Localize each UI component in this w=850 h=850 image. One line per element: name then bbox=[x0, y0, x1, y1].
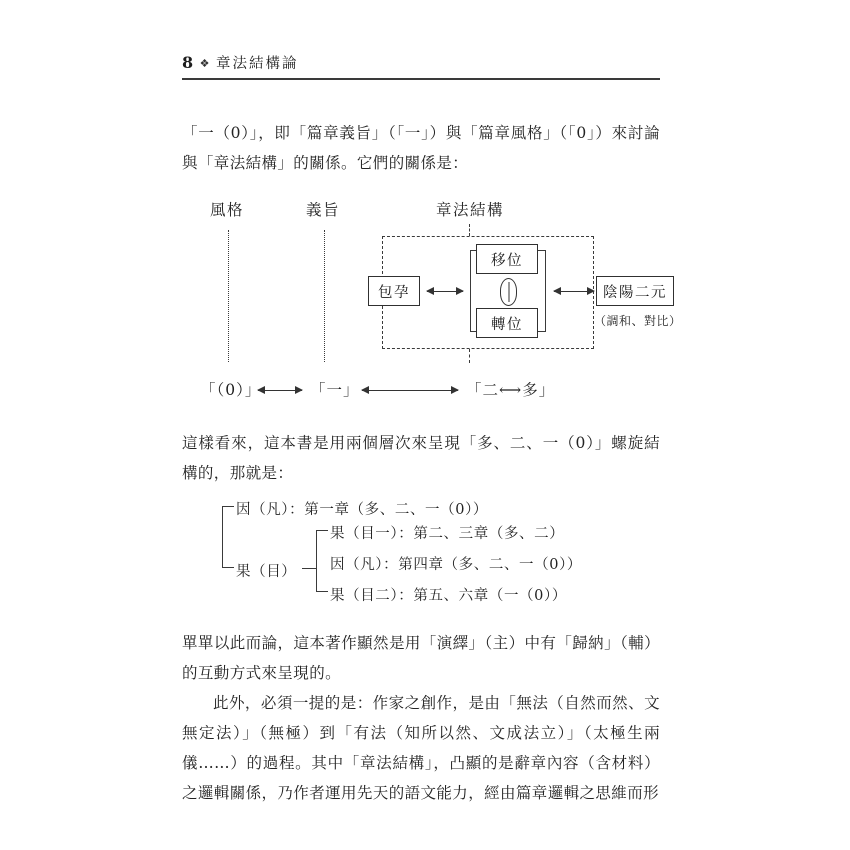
vertical-relation-lens-icon bbox=[500, 278, 517, 306]
paragraph-3: 單單以此而論，這本著作顯然是用「演繹」（主）中有「歸納」（輔）的互動方式來呈現的。 bbox=[182, 634, 660, 682]
running-head-line bbox=[182, 52, 660, 73]
tree-line-effect-1: 果（目一）：第二、三章（多、二） bbox=[330, 526, 565, 542]
arrow-head-right-west bbox=[553, 287, 561, 295]
tree-bracket-outer bbox=[222, 506, 234, 568]
book-title: 章法結構論 bbox=[216, 56, 299, 72]
dotted-connector-style bbox=[228, 230, 229, 362]
lens-shaft-icon bbox=[508, 282, 509, 302]
relation-arrow-1-head-west bbox=[257, 386, 265, 394]
dashed-stem-bottom bbox=[469, 349, 470, 363]
dotted-connector-theme bbox=[324, 230, 325, 362]
diagram-label-style: 風格 bbox=[210, 201, 245, 219]
diagram-label-theme: 義旨 bbox=[306, 201, 341, 219]
relation-arrow-2-line bbox=[362, 390, 458, 391]
structure-tree bbox=[182, 498, 660, 604]
node-yinyang-caption: （調和、對比） bbox=[594, 314, 682, 328]
tree-line-cause-2: 因（凡）：第四章（多、二、一（0）） bbox=[330, 557, 583, 573]
relation-arrow-2-head-east bbox=[451, 386, 459, 394]
relation-token-one: 「一」 bbox=[310, 381, 360, 399]
tree-line-effect-root: 果（目） bbox=[236, 564, 297, 580]
paragraph-2: 這樣看來，這本書是用兩個層次來呈現「多、二、一（0）」螺旋結構的，那就是： bbox=[182, 434, 660, 482]
ornament-icon: ❖ bbox=[199, 57, 211, 70]
running-head bbox=[182, 52, 660, 82]
relation-token-many: 「二⟷多」 bbox=[466, 381, 556, 399]
tree-line-cause-1: 因（凡）：第一章（多、二、一（0）） bbox=[236, 502, 489, 518]
tree-line-effect-2: 果（目二）：第五、六章（一（0）） bbox=[330, 588, 567, 604]
node-yinyang: 陰陽二元 bbox=[596, 276, 674, 306]
page-number: 8 bbox=[182, 53, 194, 72]
dashed-stem-top bbox=[469, 224, 470, 236]
diagram-label-structure: 章法結構 bbox=[436, 201, 505, 219]
paragraph-1: 「一（0）」，即「篇章義旨」（「一」）與「篇章風格」（「0」）來討論與「章法結構」的關係。它們的關係是： bbox=[182, 124, 660, 172]
tree-bracket-inner bbox=[316, 530, 328, 592]
arrow-head-left-west bbox=[426, 287, 434, 295]
arrow-head-left-east bbox=[456, 287, 464, 295]
relation-arrow-2-head-west bbox=[361, 386, 369, 394]
relation-row bbox=[182, 378, 660, 404]
node-zhuanwei: 轉位 bbox=[476, 308, 538, 338]
tree-connector-stub bbox=[302, 568, 316, 569]
relation-arrow-1-head-east bbox=[295, 386, 303, 394]
arrow-head-right-east bbox=[587, 287, 595, 295]
header-rule bbox=[182, 78, 660, 80]
node-baoyun: 包孕 bbox=[368, 276, 420, 306]
node-yiwei: 移位 bbox=[476, 244, 538, 274]
paragraph-4: 此外，必須一提的是：作家之創作，是由「無法（自然而然、文無定法）」（無極）到「有法（知所以然、文成法立）」（太極生兩儀……）的過程。其中「章法結構」，凸顯的是辭章內容（含材料）之邏輯關係，乃作者運用先天的語文能力，經由篇章邏輯之思維而形 bbox=[182, 694, 660, 802]
relation-token-zero: 「（0）」 bbox=[200, 381, 262, 399]
